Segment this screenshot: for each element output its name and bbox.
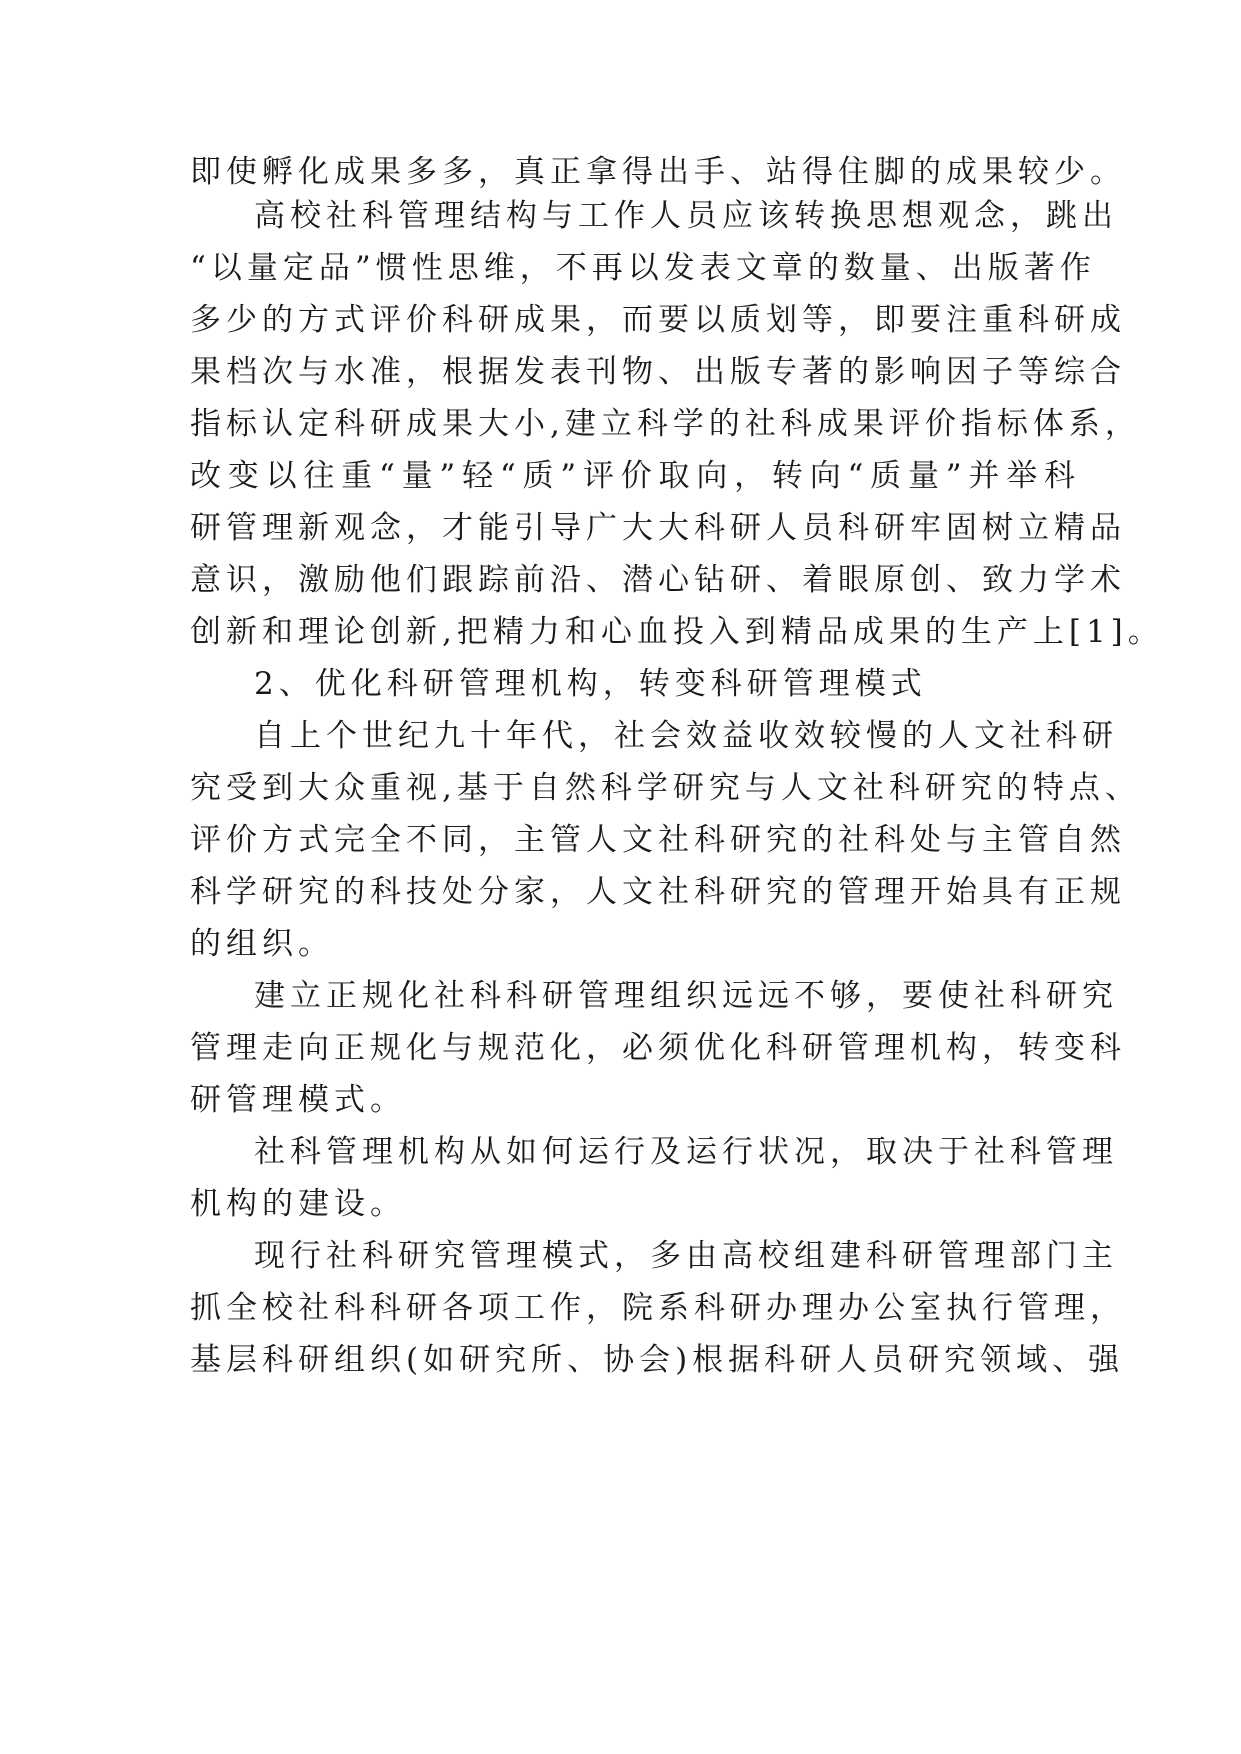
- text-line: 指标认定科研成果大小,建立科学的社科成果评价指标体系，: [190, 406, 1141, 442]
- text-line: 究受到大众重视,基于自然科学研究与人文社科研究的特点、: [190, 770, 1141, 806]
- text-line: 的组织。: [190, 926, 334, 962]
- text-line: 创新和理论创新,把精力和心血投入到精品成果的生产上[1]。: [190, 614, 1164, 650]
- text-line: 果档次与水准，根据发表刊物、出版专著的影响因子等综合: [190, 354, 1126, 390]
- text-line: 管理走向正规化与规范化，必须优化科研管理机构，转变科: [190, 1030, 1126, 1066]
- text-line: 改变以往重“量”轻“质”评价取向，转向“质量”并举科: [190, 458, 1080, 494]
- text-line: “以量定品”惯性思维，不再以发表文章的数量、出版著作: [190, 250, 1096, 286]
- text-line: 基层科研组织(如研究所、协会)根据科研人员研究领域、强: [190, 1342, 1125, 1378]
- text-line: 建立正规化社科科研管理组织远远不够，要使社科研究: [254, 978, 1118, 1014]
- text-line: 社科管理机构从如何运行及运行状况，取决于社科管理: [254, 1134, 1118, 1170]
- text-line: 意识，激励他们跟踪前沿、潜心钻研、着眼原创、致力学术: [190, 562, 1126, 598]
- text-line: 多少的方式评价科研成果，而要以质划等，即要注重科研成: [190, 302, 1126, 338]
- text-line: 机构的建设。: [190, 1186, 406, 1222]
- text-line: 即使孵化成果多多，真正拿得出手、站得住脚的成果较少。: [190, 154, 1126, 190]
- text-line: 评价方式完全不同，主管人文社科研究的社科处与主管自然: [190, 822, 1126, 858]
- text-line: 抓全校社科科研各项工作，院系科研办理办公室执行管理，: [190, 1290, 1126, 1326]
- text-line: 科学研究的科技处分家，人文社科研究的管理开始具有正规: [190, 874, 1126, 910]
- text-line: 高校社科管理结构与工作人员应该转换思想观念，跳出: [254, 198, 1118, 234]
- text-line: 自上个世纪九十年代，社会效益收效较慢的人文社科研: [254, 718, 1118, 754]
- text-line: 研管理新观念，才能引导广大大科研人员科研牢固树立精品: [190, 510, 1126, 546]
- text-line: 研管理模式。: [190, 1082, 406, 1118]
- section-heading: 2、优化科研管理机构，转变科研管理模式: [254, 666, 927, 702]
- text-line: 现行社科研究管理模式，多由高校组建科研管理部门主: [254, 1238, 1118, 1274]
